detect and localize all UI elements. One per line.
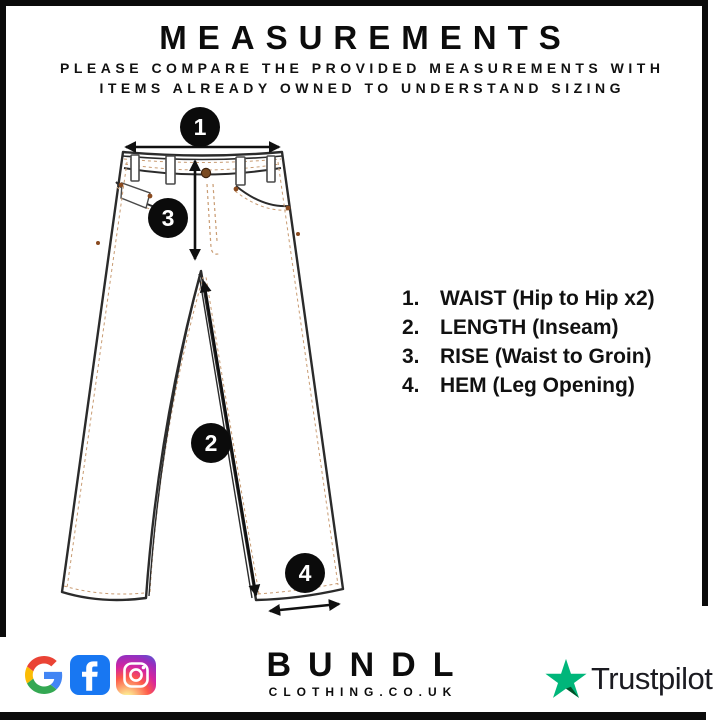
legend-item-waist [402,287,655,316]
svg-text:4: 4 [298,560,312,586]
jeans-button [201,168,210,177]
legend-item-rise [402,345,655,374]
legend-label: HEM (Leg Opening) [440,374,635,397]
svg-text:2: 2 [204,430,218,456]
legend-label: RISE (Waist to Groin) [440,345,652,368]
trustpilot-logo[interactable] [545,658,712,700]
measurement-legend [402,287,655,403]
legend-number: 3. [402,345,420,368]
legend-number: 2. [402,316,420,339]
legend-number: 4. [402,374,420,397]
legend-item-hem [402,374,655,403]
marker-3 [148,198,188,238]
marker-2 [191,423,231,463]
brand-name: BUNDL [266,646,471,684]
brand-domain: CLOTHING.CO.UK [268,685,458,699]
marker-4 [285,553,325,593]
legend-item-length [402,316,655,345]
trustpilot-label: Trustpilot [591,661,713,696]
hem-arrow [270,604,339,611]
legend-number: 1. [402,287,420,310]
legend-label: LENGTH (Inseam) [440,316,619,339]
marker-1 [180,107,220,147]
trustpilot-star-icon [545,658,587,700]
subtitle-line-1: PLEASE COMPARE THE PROVIDED MEASUREMENTS WITH [60,60,665,76]
subtitle-line-2: ITEMS ALREADY OWNED TO UNDERSTAND SIZING [99,80,626,96]
jeans-outline [62,152,343,600]
svg-text:1: 1 [193,114,207,140]
svg-text:3: 3 [161,205,175,231]
legend-label: WAIST (Hip to Hip x2) [440,287,655,310]
page-title: MEASUREMENTS [159,19,572,56]
